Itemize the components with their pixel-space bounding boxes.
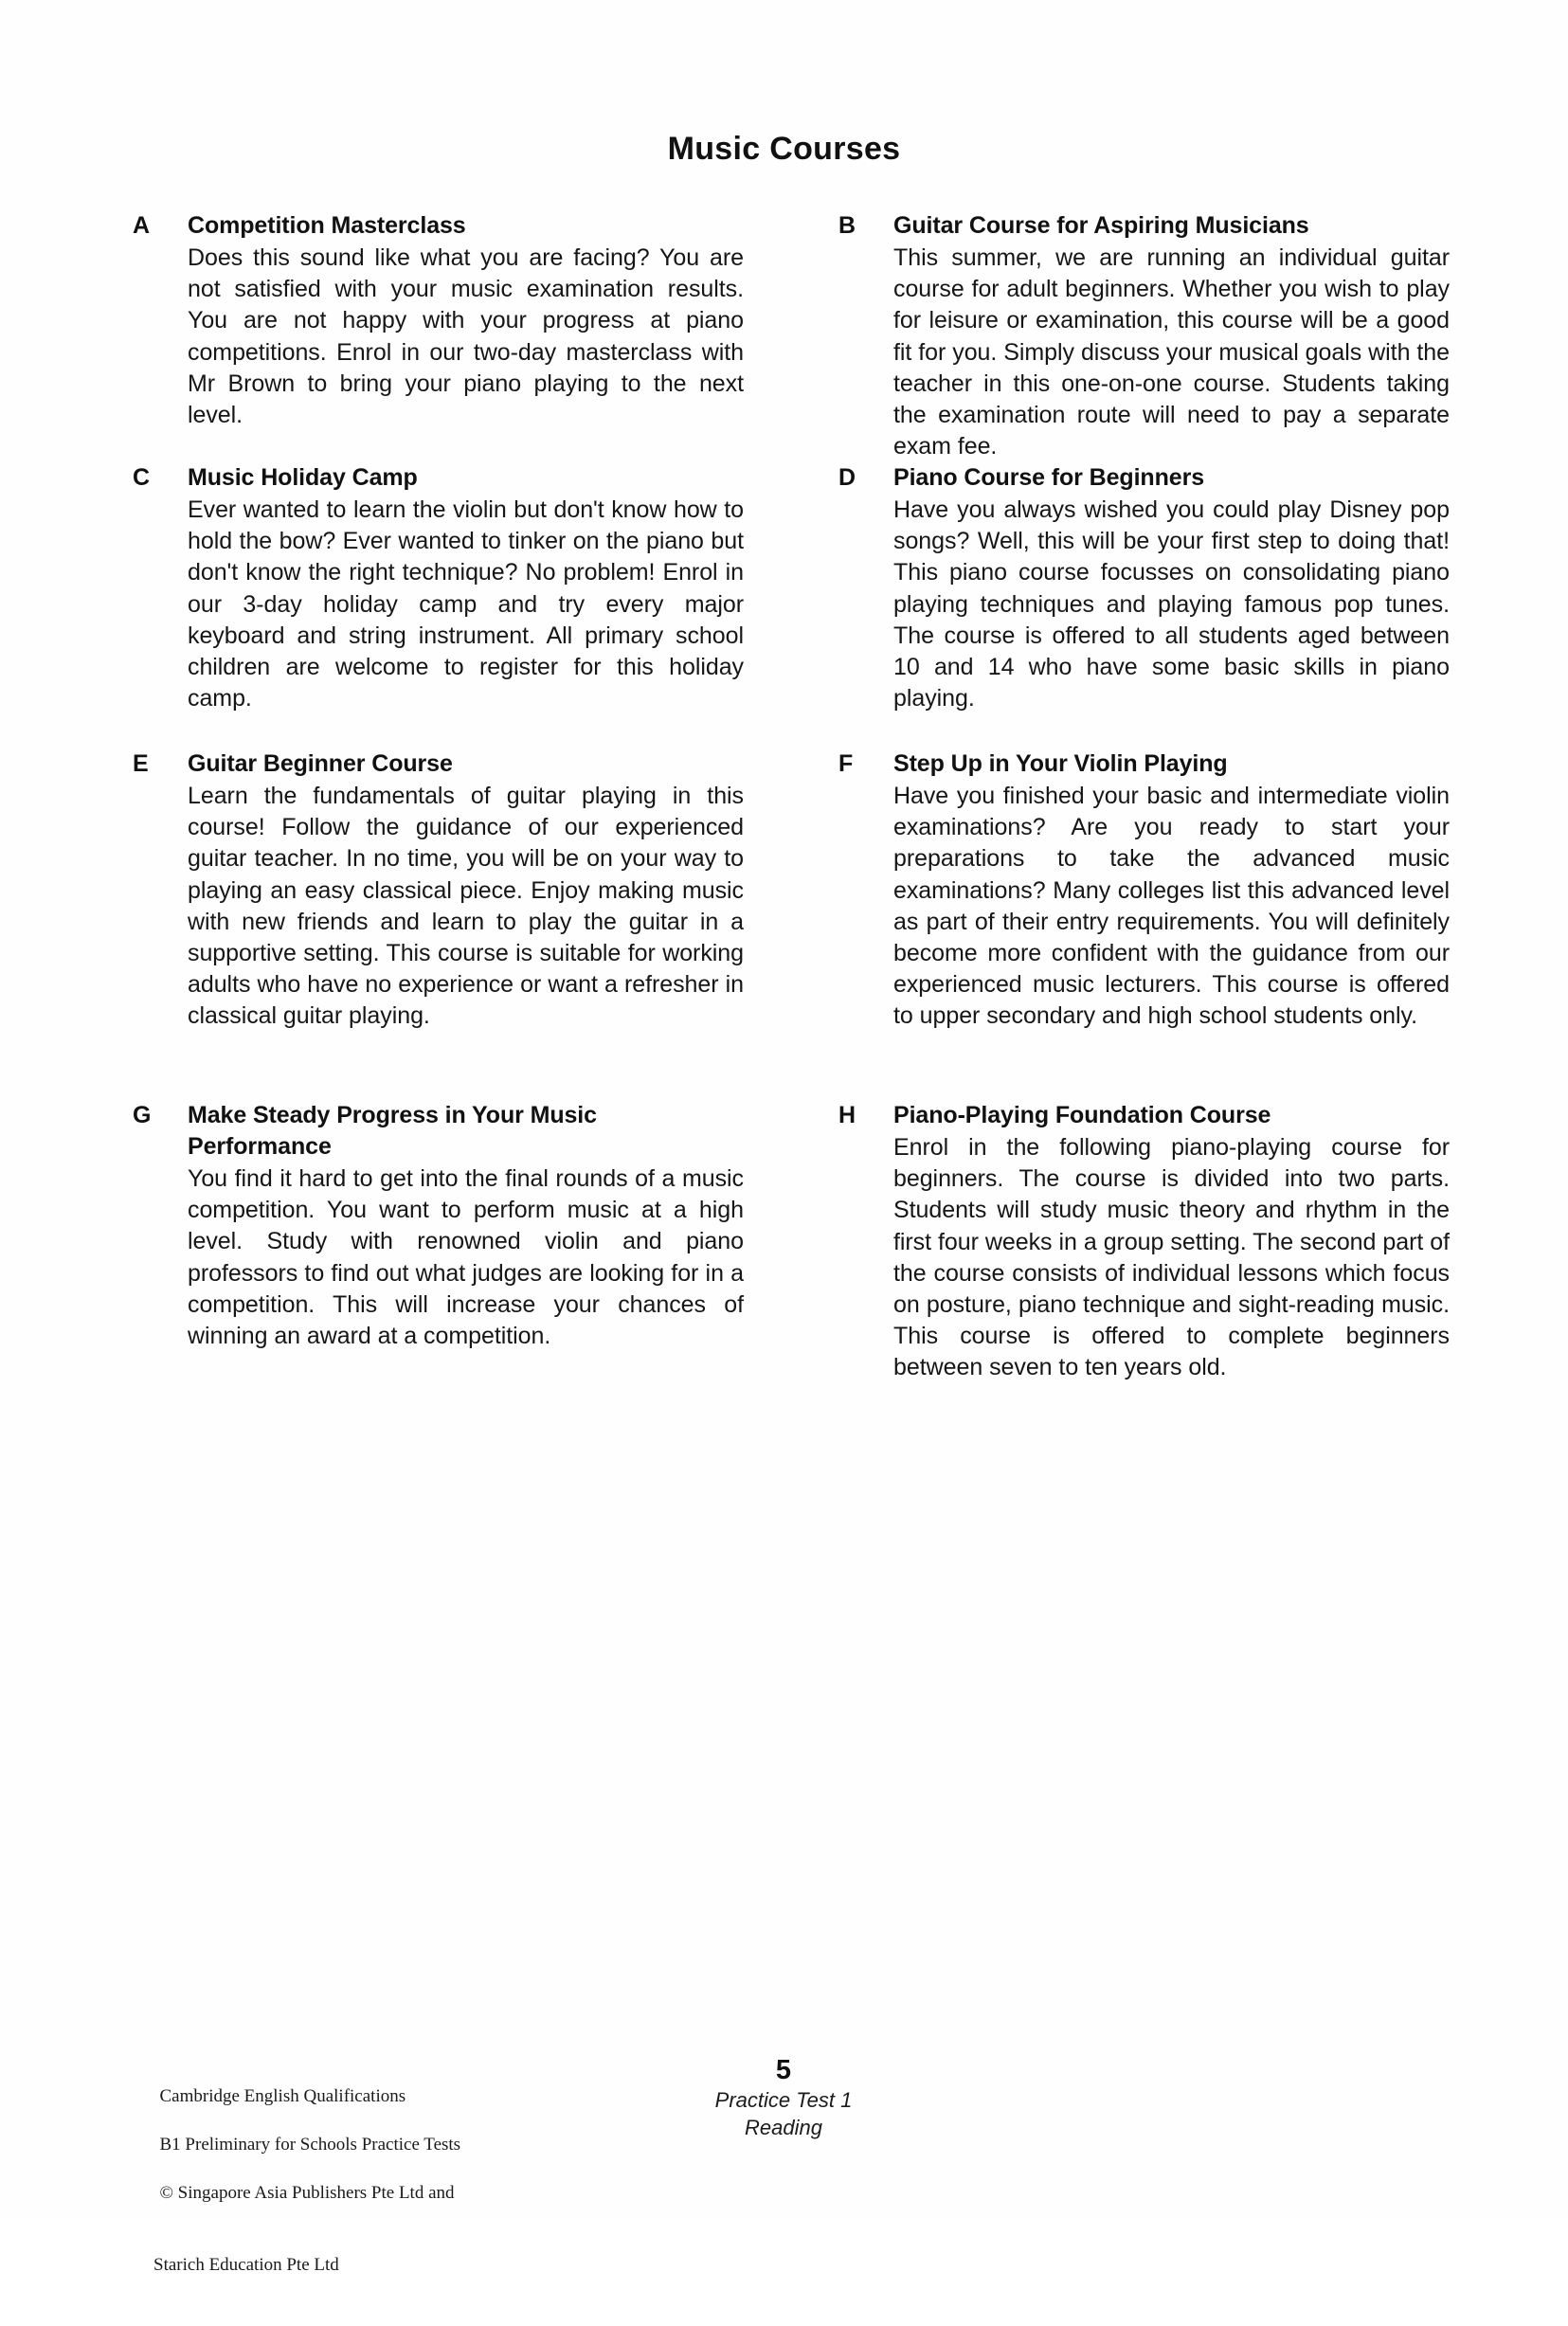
course-text-h: Enrol in the following piano-playing course for beginners. The course is divided into two parts. Students will study music theory and rhythm in the first four weeks in a group setting. The second part of the course consists of individual lessons which focus on posture, piano technique and sight-reading music. This course is offered to complete beginners between seven to ten years old. [893, 1134, 1450, 1381]
copyright-line-2: B1 Preliminary for Schools Practice Tests [159, 2134, 461, 2155]
course-text-b: This summer, we are running an individual guitar course for adult beginners. Whether you wish to play for leisure or examination, this course will be a good fit for you. Simply discuss your musical goals with the teacher in this one-on-one course. Students taking the examination route will need to pay a separate exam fee. [893, 244, 1450, 460]
footer-center-block [698, 2054, 869, 2141]
course-body-e [188, 748, 744, 1033]
course-item-c [133, 462, 744, 748]
course-letter-d: D [838, 464, 856, 491]
footer-skill-label: Reading [745, 2116, 822, 2139]
course-heading-f: Step Up in Your Violin Playing [893, 750, 1228, 777]
course-letter-a: A [133, 212, 151, 239]
course-heading-c: Music Holiday Camp [188, 464, 418, 491]
course-body-d [893, 462, 1450, 714]
page-footer [0, 2037, 1568, 2275]
course-letter-c: C [133, 464, 151, 491]
course-body-g [188, 1100, 744, 1352]
course-body-c [188, 462, 744, 714]
course-item-h [838, 1100, 1450, 1384]
course-heading-d: Piano Course for Beginners [893, 464, 1205, 491]
copyright-line-1: Cambridge English Qualifications [159, 2085, 406, 2106]
course-letter-b: B [838, 212, 856, 239]
course-text-e: Learn the fundamentals of guitar playing in this course! Follow the guidance of our experienced guitar teacher. In no time, you will be on your way to playing an easy classical piece. Enjoy making music with new friends and learn to play the guitar in a supportive setting. This course is suitable for working adults who have no experience or want a refresher in classical guitar playing. [188, 783, 744, 1030]
footer-test-label: Practice Test 1 [714, 2088, 853, 2112]
course-text-g: You find it hard to get into the final rounds of a music competition. You want to perform music at a high level. Study with renowned violin and piano professors to find out what judges are looking for in a competition. This will increase your chances of winning an award at a competition. [188, 1165, 744, 1350]
page-title: Music Courses [667, 131, 901, 167]
course-body-a [188, 210, 744, 431]
course-body-f [893, 748, 1450, 1033]
course-list [133, 210, 1450, 1384]
course-body-h [893, 1100, 1450, 1384]
course-heading-a: Competition Masterclass [188, 212, 466, 239]
course-letter-g: G [133, 1102, 152, 1128]
course-letter-f: F [838, 750, 854, 777]
course-heading-g: Make Steady Progress in Your Music Performance [188, 1102, 597, 1160]
course-item-g [133, 1100, 744, 1384]
course-item-f [838, 748, 1450, 1100]
copyright-line-3: © Singapore Asia Publishers Pte Ltd and [159, 2182, 455, 2203]
course-heading-e: Guitar Beginner Course [188, 750, 453, 777]
course-letter-e: E [133, 750, 149, 777]
course-body-b [893, 210, 1450, 462]
course-text-f: Have you finished your basic and intermediate violin examinations? Are you ready to start your preparations to take the advanced music examinations? Many colleges list this advanced level as part of their entry requirements. You will definitely become more confident with the guidance from our experienced music lecturers. This course is offered to upper secondary and high school students only. [893, 783, 1450, 1030]
page-number: 5 [775, 2055, 792, 2085]
course-text-a: Does this sound like what you are facing? You are not satisfied with your music examination results. You are not happy with your progress at piano competitions. Enrol in our two-day masterclass with Mr Brown to bring your piano playing to the next level. [188, 244, 744, 429]
course-text-c: Ever wanted to learn the violin but don't know how to hold the bow? Ever wanted to tinker on the piano but don't know the right technique? No problem! Enrol in our 3-day holiday camp and try every major keyboard and string instrument. All primary school children are welcome to register for this holiday camp. [188, 496, 744, 712]
copyright-line-4: Starich Education Pte Ltd [153, 2255, 339, 2275]
course-text-d: Have you always wished you could play Disney pop songs? Well, this will be your first step to doing that! This piano course focusses on consolidating piano playing techniques and playing famous pop tunes. The course is offered to all students aged between 10 and 14 who have some basic skills in piano playing. [893, 496, 1450, 712]
course-item-a [133, 210, 744, 462]
course-heading-h: Piano-Playing Foundation Course [893, 1102, 1271, 1128]
course-item-d [838, 462, 1450, 748]
course-letter-h: H [838, 1102, 856, 1128]
copyright-block [133, 2060, 460, 2326]
course-item-b [838, 210, 1450, 462]
course-item-e [133, 748, 744, 1100]
course-heading-b: Guitar Course for Aspiring Musicians [893, 212, 1309, 239]
